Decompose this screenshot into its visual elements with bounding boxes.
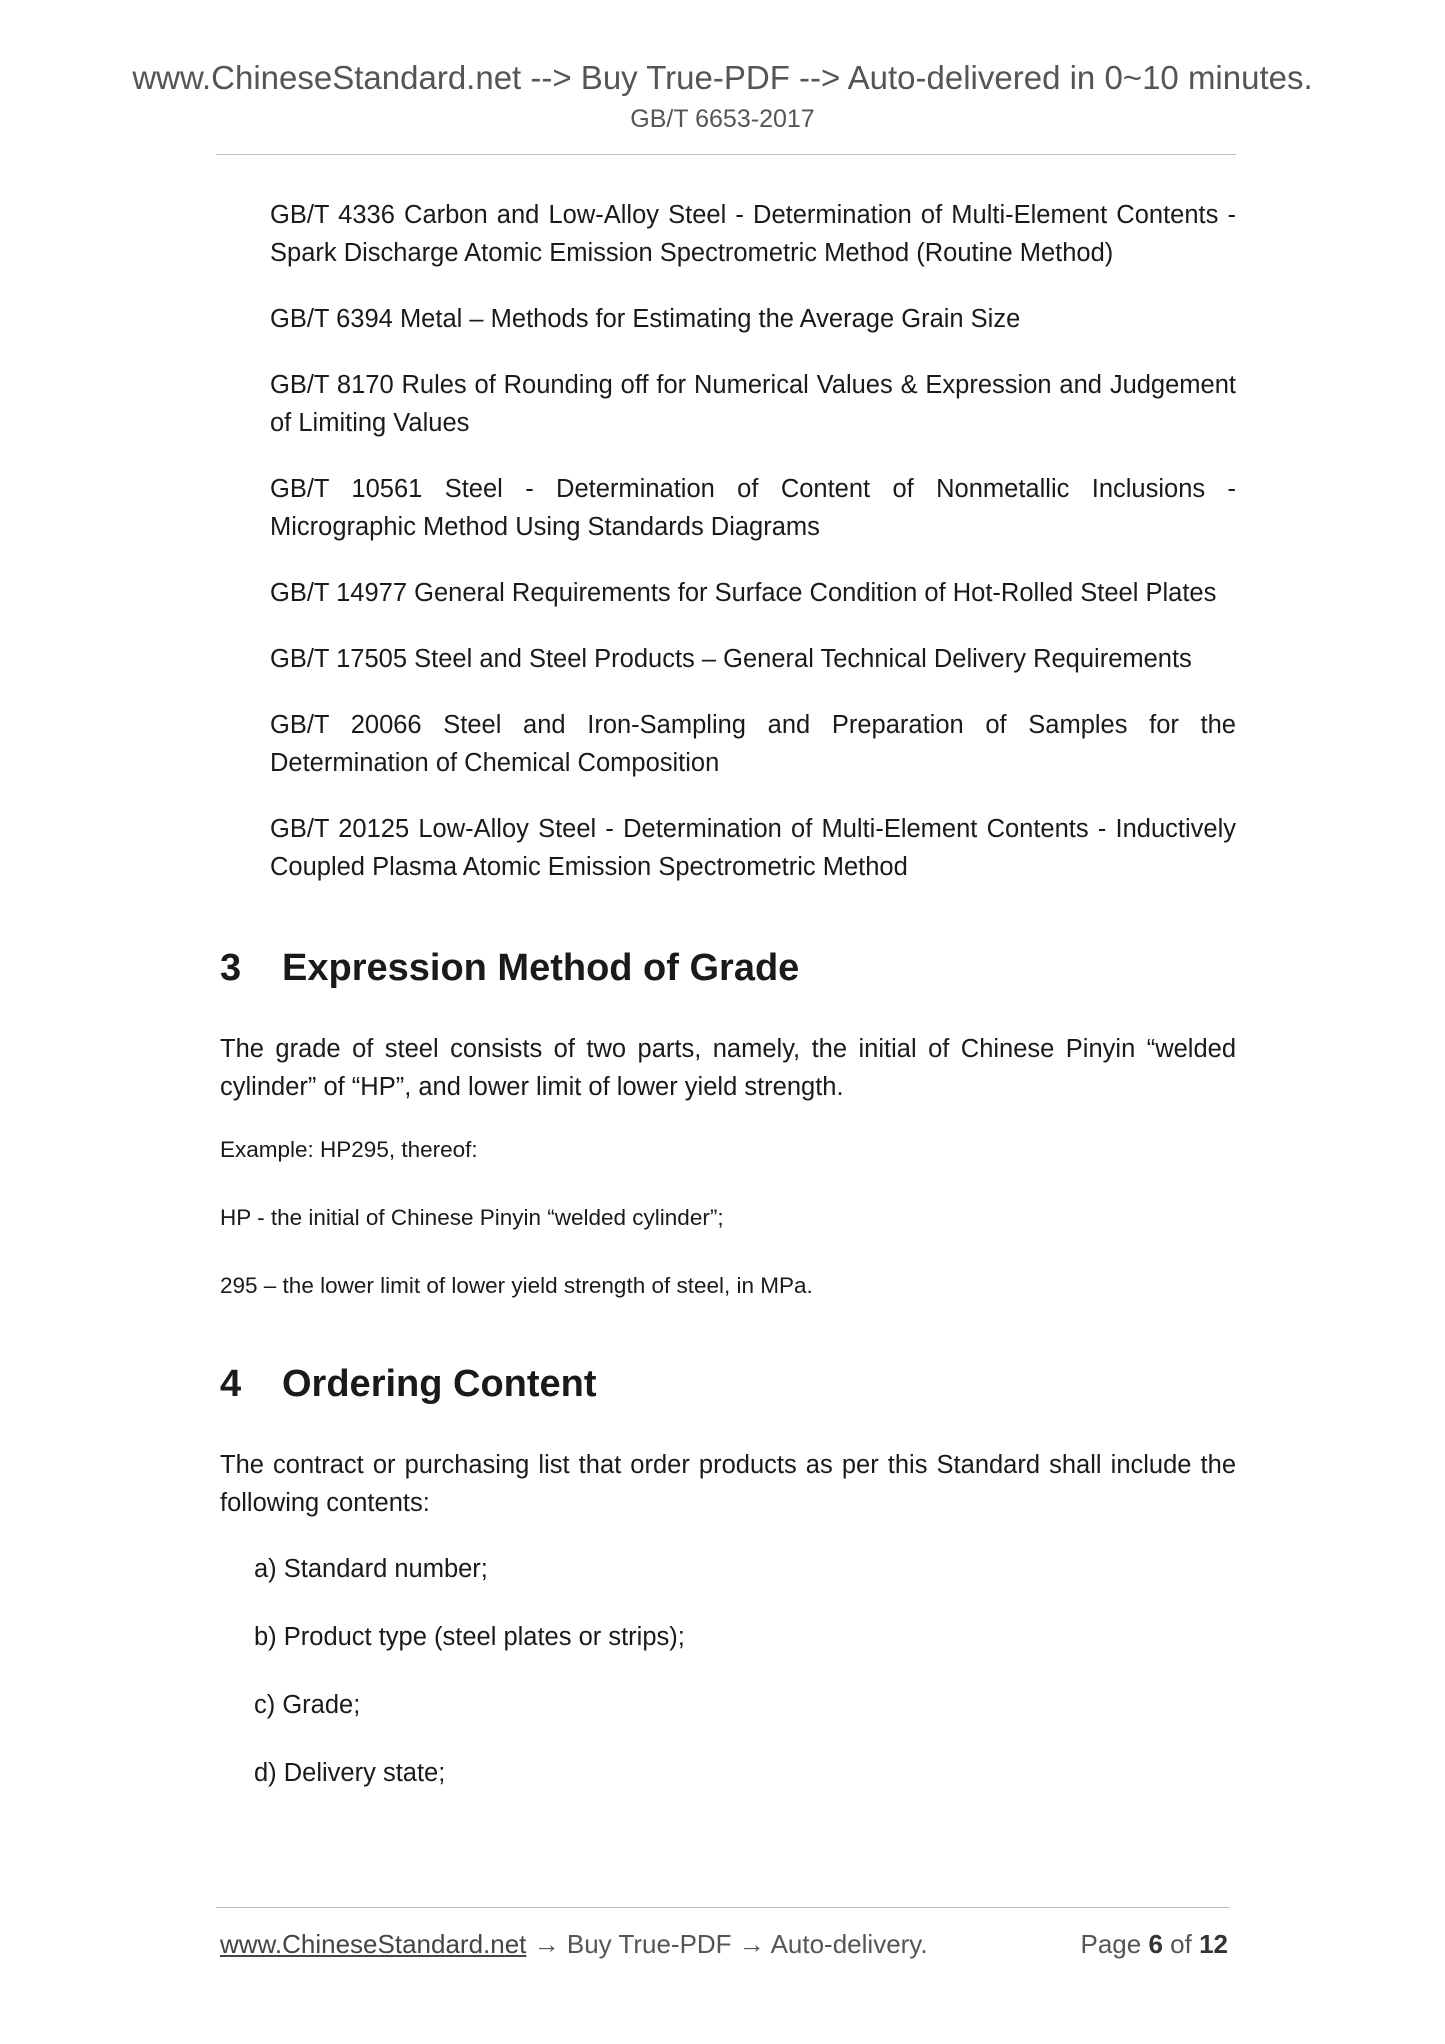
list-item: c) Grade; — [254, 1691, 361, 1719]
section-4-number: 4 — [220, 1363, 242, 1405]
page-indicator — [1080, 1924, 1228, 1964]
grade-example: Example: HP295, thereof: — [220, 1137, 478, 1162]
of-label: of — [1170, 1929, 1192, 1959]
reference-gbt-17505: GB/T 17505 Steel and Steel Products – General Technical Delivery Requirements — [270, 645, 1192, 673]
reference-gbt-10561: GB/T 10561 Steel - Determination of Content of Nonmetallic Inclusions - Micrographic Method Using Standards Diagrams — [270, 475, 1236, 541]
page-footer — [220, 1924, 1228, 1964]
footer-divider — [216, 1907, 1230, 1908]
reference-gbt-14977: GB/T 14977 General Requirements for Surface Condition of Hot-Rolled Steel Plates — [270, 579, 1217, 607]
reference-gbt-8170: GB/T 8170 Rules of Rounding off for Numerical Values & Expression and Judgement of Limiting Values — [270, 371, 1236, 437]
header-banner: www.ChineseStandard.net --> Buy True-PDF --> Auto-delivered in 0~10 minutes. — [132, 59, 1313, 96]
section-3-paragraph: The grade of steel consists of two parts, namely, the initial of Chinese Pinyin “welded cylinder” of “HP”, and lower limit of lower yield strength. — [220, 1035, 1236, 1101]
section-3-number: 3 — [220, 947, 242, 989]
section-3-title: Expression Method of Grade — [282, 947, 800, 989]
reference-gbt-6394: GB/T 6394 Metal – Methods for Estimating the Average Grain Size — [270, 305, 1021, 333]
page-content — [220, 196, 1236, 1822]
page-label: Page — [1080, 1929, 1142, 1959]
list-item: b) Product type (steel plates or strips); — [254, 1623, 685, 1651]
section-3-heading — [220, 944, 1236, 992]
page-number: 6 — [1148, 1929, 1163, 1959]
reference-gbt-4336: GB/T 4336 Carbon and Low-Alloy Steel - Determination of Multi-Element Contents -Spark Discharge Atomic Emission Spectrometric Method (Routine Method) — [270, 201, 1236, 267]
section-4-paragraph: The contract or purchasing list that order products as per this Standard shall include the following contents: — [220, 1451, 1236, 1517]
grade-number-definition: 295 – the lower limit of lower yield strength of steel, in MPa. — [220, 1273, 813, 1298]
footer-promo-text: → Buy True-PDF → Auto-delivery. — [526, 1929, 928, 1959]
document-code: GB/T 6653-2017 — [630, 105, 815, 133]
list-item: d) Delivery state; — [254, 1759, 446, 1787]
grade-hp-definition: HP - the initial of Chinese Pinyin “welded cylinder”; — [220, 1205, 724, 1230]
page-total: 12 — [1199, 1929, 1228, 1959]
footer-site-link[interactable]: www.ChineseStandard.net — [220, 1929, 527, 1959]
header-divider — [216, 154, 1236, 155]
reference-gbt-20066: GB/T 20066 Steel and Iron-Sampling and Preparation of Samples for the Determination of Chemical Composition — [270, 711, 1236, 777]
section-4-title: Ordering Content — [282, 1363, 597, 1405]
section-4-heading — [220, 1360, 1236, 1408]
list-item: a) Standard number; — [254, 1555, 488, 1583]
reference-gbt-20125: GB/T 20125 Low-Alloy Steel - Determination of Multi-Element Contents - Inductively Coupled Plasma Atomic Emission Spectrometric Method — [270, 815, 1236, 881]
footer-promo — [220, 1924, 928, 1964]
